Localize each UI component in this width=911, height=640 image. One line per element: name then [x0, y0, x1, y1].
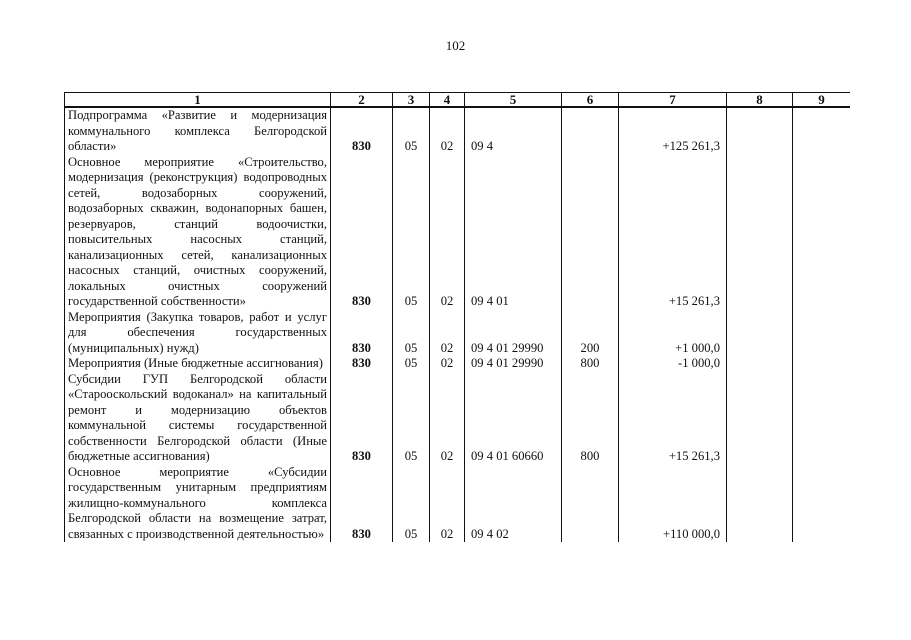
amount-change: +1 000,0 — [619, 310, 727, 357]
column-8-value — [727, 465, 793, 543]
table-row — [65, 310, 851, 357]
subsection-code: 02 — [430, 155, 465, 310]
expense-type-code: 200 — [562, 310, 619, 357]
page-number: 102 — [445, 38, 466, 53]
section-code: 05 — [393, 372, 430, 465]
column-8-value — [727, 155, 793, 310]
header-row — [65, 93, 851, 108]
target-article-code: 09 4 02 — [465, 465, 562, 543]
column-8-value — [727, 107, 793, 155]
expense-type-code — [562, 155, 619, 310]
target-article-code: 09 4 01 60660 — [465, 372, 562, 465]
row-description: Мероприятия (Иные бюджетные ассигнования) — [65, 356, 331, 372]
target-article-code: 09 4 01 29990 — [465, 310, 562, 357]
column-header-8: 8 — [727, 93, 793, 108]
subsection-code: 02 — [430, 465, 465, 543]
row-description: Основное мероприятие «Строительство, модернизация (реконструкция) водопроводных сетей, водозаборных сооружений, водозаборных скважин, водонапорных башен, резервуаров, станций водоочистки, повысительных насосных станций, канализационных сетей, канализационных насосных станций, очистных сооружений, локальных очистных сооружений государственной собственности» — [65, 155, 331, 310]
ministry-code: 830 — [331, 372, 393, 465]
row-description: Мероприятия (Закупка товаров, работ и услуг для обеспечения государственных (муниципальных) нужд) — [65, 310, 331, 357]
column-header-9: 9 — [793, 93, 851, 108]
budget-table-container — [64, 92, 850, 572]
column-header-3: 3 — [393, 93, 430, 108]
column-header-7: 7 — [619, 93, 727, 108]
column-9-value — [793, 107, 851, 155]
table-row — [65, 356, 851, 372]
amount-change: +110 000,0 — [619, 465, 727, 543]
budget-table — [64, 92, 850, 542]
section-code: 05 — [393, 465, 430, 543]
ministry-code: 830 — [331, 107, 393, 155]
expense-type-code: 800 — [562, 372, 619, 465]
table-row — [65, 107, 851, 155]
subsection-code: 02 — [430, 107, 465, 155]
expense-type-code: 800 — [562, 356, 619, 372]
column-9-value — [793, 310, 851, 357]
column-8-value — [727, 356, 793, 372]
section-code: 05 — [393, 107, 430, 155]
column-9-value — [793, 155, 851, 310]
column-9-value — [793, 356, 851, 372]
subsection-code: 02 — [430, 356, 465, 372]
section-code: 05 — [393, 155, 430, 310]
target-article-code: 09 4 01 — [465, 155, 562, 310]
ministry-code: 830 — [331, 310, 393, 357]
subsection-code: 02 — [430, 310, 465, 357]
column-header-1: 1 — [65, 93, 331, 108]
column-8-value — [727, 310, 793, 357]
section-code: 05 — [393, 356, 430, 372]
amount-change: +125 261,3 — [619, 107, 727, 155]
row-description: Субсидии ГУП Белгородской области «Старооскольский водоканал» на капитальный ремонт и модернизацию объектов коммунальной системы государственной собственности Белгородской области (Иные бюджетные ассигнования) — [65, 372, 331, 465]
target-article-code: 09 4 — [465, 107, 562, 155]
column-header-4: 4 — [430, 93, 465, 108]
column-header-2: 2 — [331, 93, 393, 108]
ministry-code: 830 — [331, 155, 393, 310]
subsection-code: 02 — [430, 372, 465, 465]
column-9-value — [793, 372, 851, 465]
amount-change: +15 261,3 — [619, 155, 727, 310]
row-description: Основное мероприятие «Субсидии государственным унитарным предприятиям жилищно-коммунального комплекса Белгородской области на возмещение затрат, связанных с производственной деятельностью» — [65, 465, 331, 543]
expense-type-code — [562, 465, 619, 543]
amount-change: +15 261,3 — [619, 372, 727, 465]
section-code: 05 — [393, 310, 430, 357]
ministry-code: 830 — [331, 356, 393, 372]
table-row — [65, 372, 851, 465]
amount-change: -1 000,0 — [619, 356, 727, 372]
column-9-value — [793, 465, 851, 543]
table-row — [65, 465, 851, 543]
table-row — [65, 155, 851, 310]
column-8-value — [727, 372, 793, 465]
column-header-5: 5 — [465, 93, 562, 108]
ministry-code: 830 — [331, 465, 393, 543]
expense-type-code — [562, 107, 619, 155]
row-description: Подпрограмма «Развитие и модернизация коммунального комплекса Белгородской области» — [65, 107, 331, 155]
target-article-code: 09 4 01 29990 — [465, 356, 562, 372]
column-header-6: 6 — [562, 93, 619, 108]
